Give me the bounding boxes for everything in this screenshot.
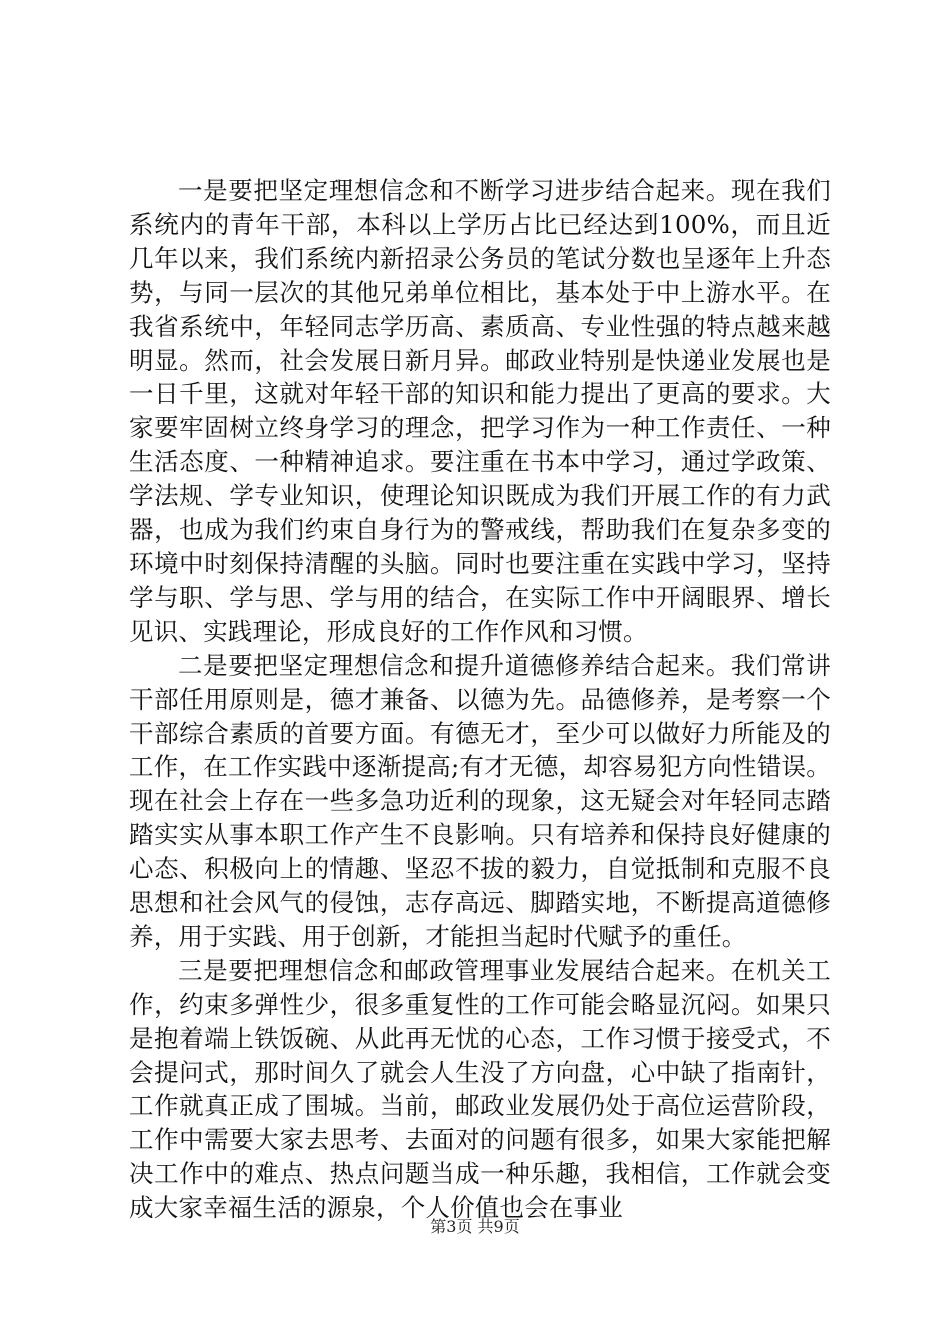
paragraph-3: 三是要把理想信念和邮政管理事业发展结合起来。在机关工作，约束多弹性少，很多重复性的工作可能会略显沉闷。如果只是抱着端上铁饭碗、从此再无忧的心态，工作习惯于接受式，不会提问式，那时间久了就会人生没了方向盘，心中缺了指南针，工作就真正成了围城。当前，邮政业发展仍处于高位运营阶段，工作中需要大家去思考、去面对的问题有很多，如果大家能把解决工作中的难点、热点问题当成一种乐趣，我相信，工作就会变成大家幸福生活的源泉，个人价值也会在事业 [129, 955, 831, 1223]
paragraph-2: 二是要把坚定理想信念和提升道德修养结合起来。我们常讲干部任用原则是，德才兼备、以德为先。品德修养，是考察一个干部综合素质的首要方面。有德无才，至少可以做好力所能及的工作，在工作实践中逐渐提高;有才无德，却容易犯方向性错误。现在社会上存在一些多急功近利的现象，这无疑会对年轻同志踏踏实实从事本职工作产生不良影响。只有培养和保持良好健康的心态、积极向上的情趣、坚忍不拔的毅力，自觉抵制和克服不良思想和社会风气的侵蚀，志存高远、脚踏实地，不断提高道德修养，用于实践、用于创新，才能担当起时代赋予的重任。 [129, 650, 831, 951]
paragraph-1: 一是要把坚定理想信念和不断学习进步结合起来。现在我们系统内的青年干部，本科以上学历占比已经达到100%，而且近几年以来，我们系统内新招录公务员的笔试分数也呈逐年上升态势，与同一层次的其他兄弟单位相比，基本处于中上游水平。在我省系统中，年轻同志学历高、素质高、专业性强的特点越来越明显。然而，社会发展日新月异。邮政业特别是快递业发展也是一日千里，这就对年轻干部的知识和能力提出了更高的要求。大家要牢固树立终身学习的理念，把学习作为一种工作责任、一种生活态度、一种精神追求。要注重在书本中学习，通过学政策、学法规、学专业知识，使理论知识既成为我们开展工作的有力武器，也成为我们约束自身行为的警戒线，帮助我们在复杂多变的环境中时刻保持清醒的头脑。同时也要注重在实践中学习，坚持学与职、学与思、学与用的结合，在实际工作中开阔眼界、增长见识、实践理论，形成良好的工作作风和习惯。 [129, 176, 831, 646]
page-number-footer: 第3页 共9页 [430, 1217, 520, 1236]
body-text [129, 174, 831, 1225]
